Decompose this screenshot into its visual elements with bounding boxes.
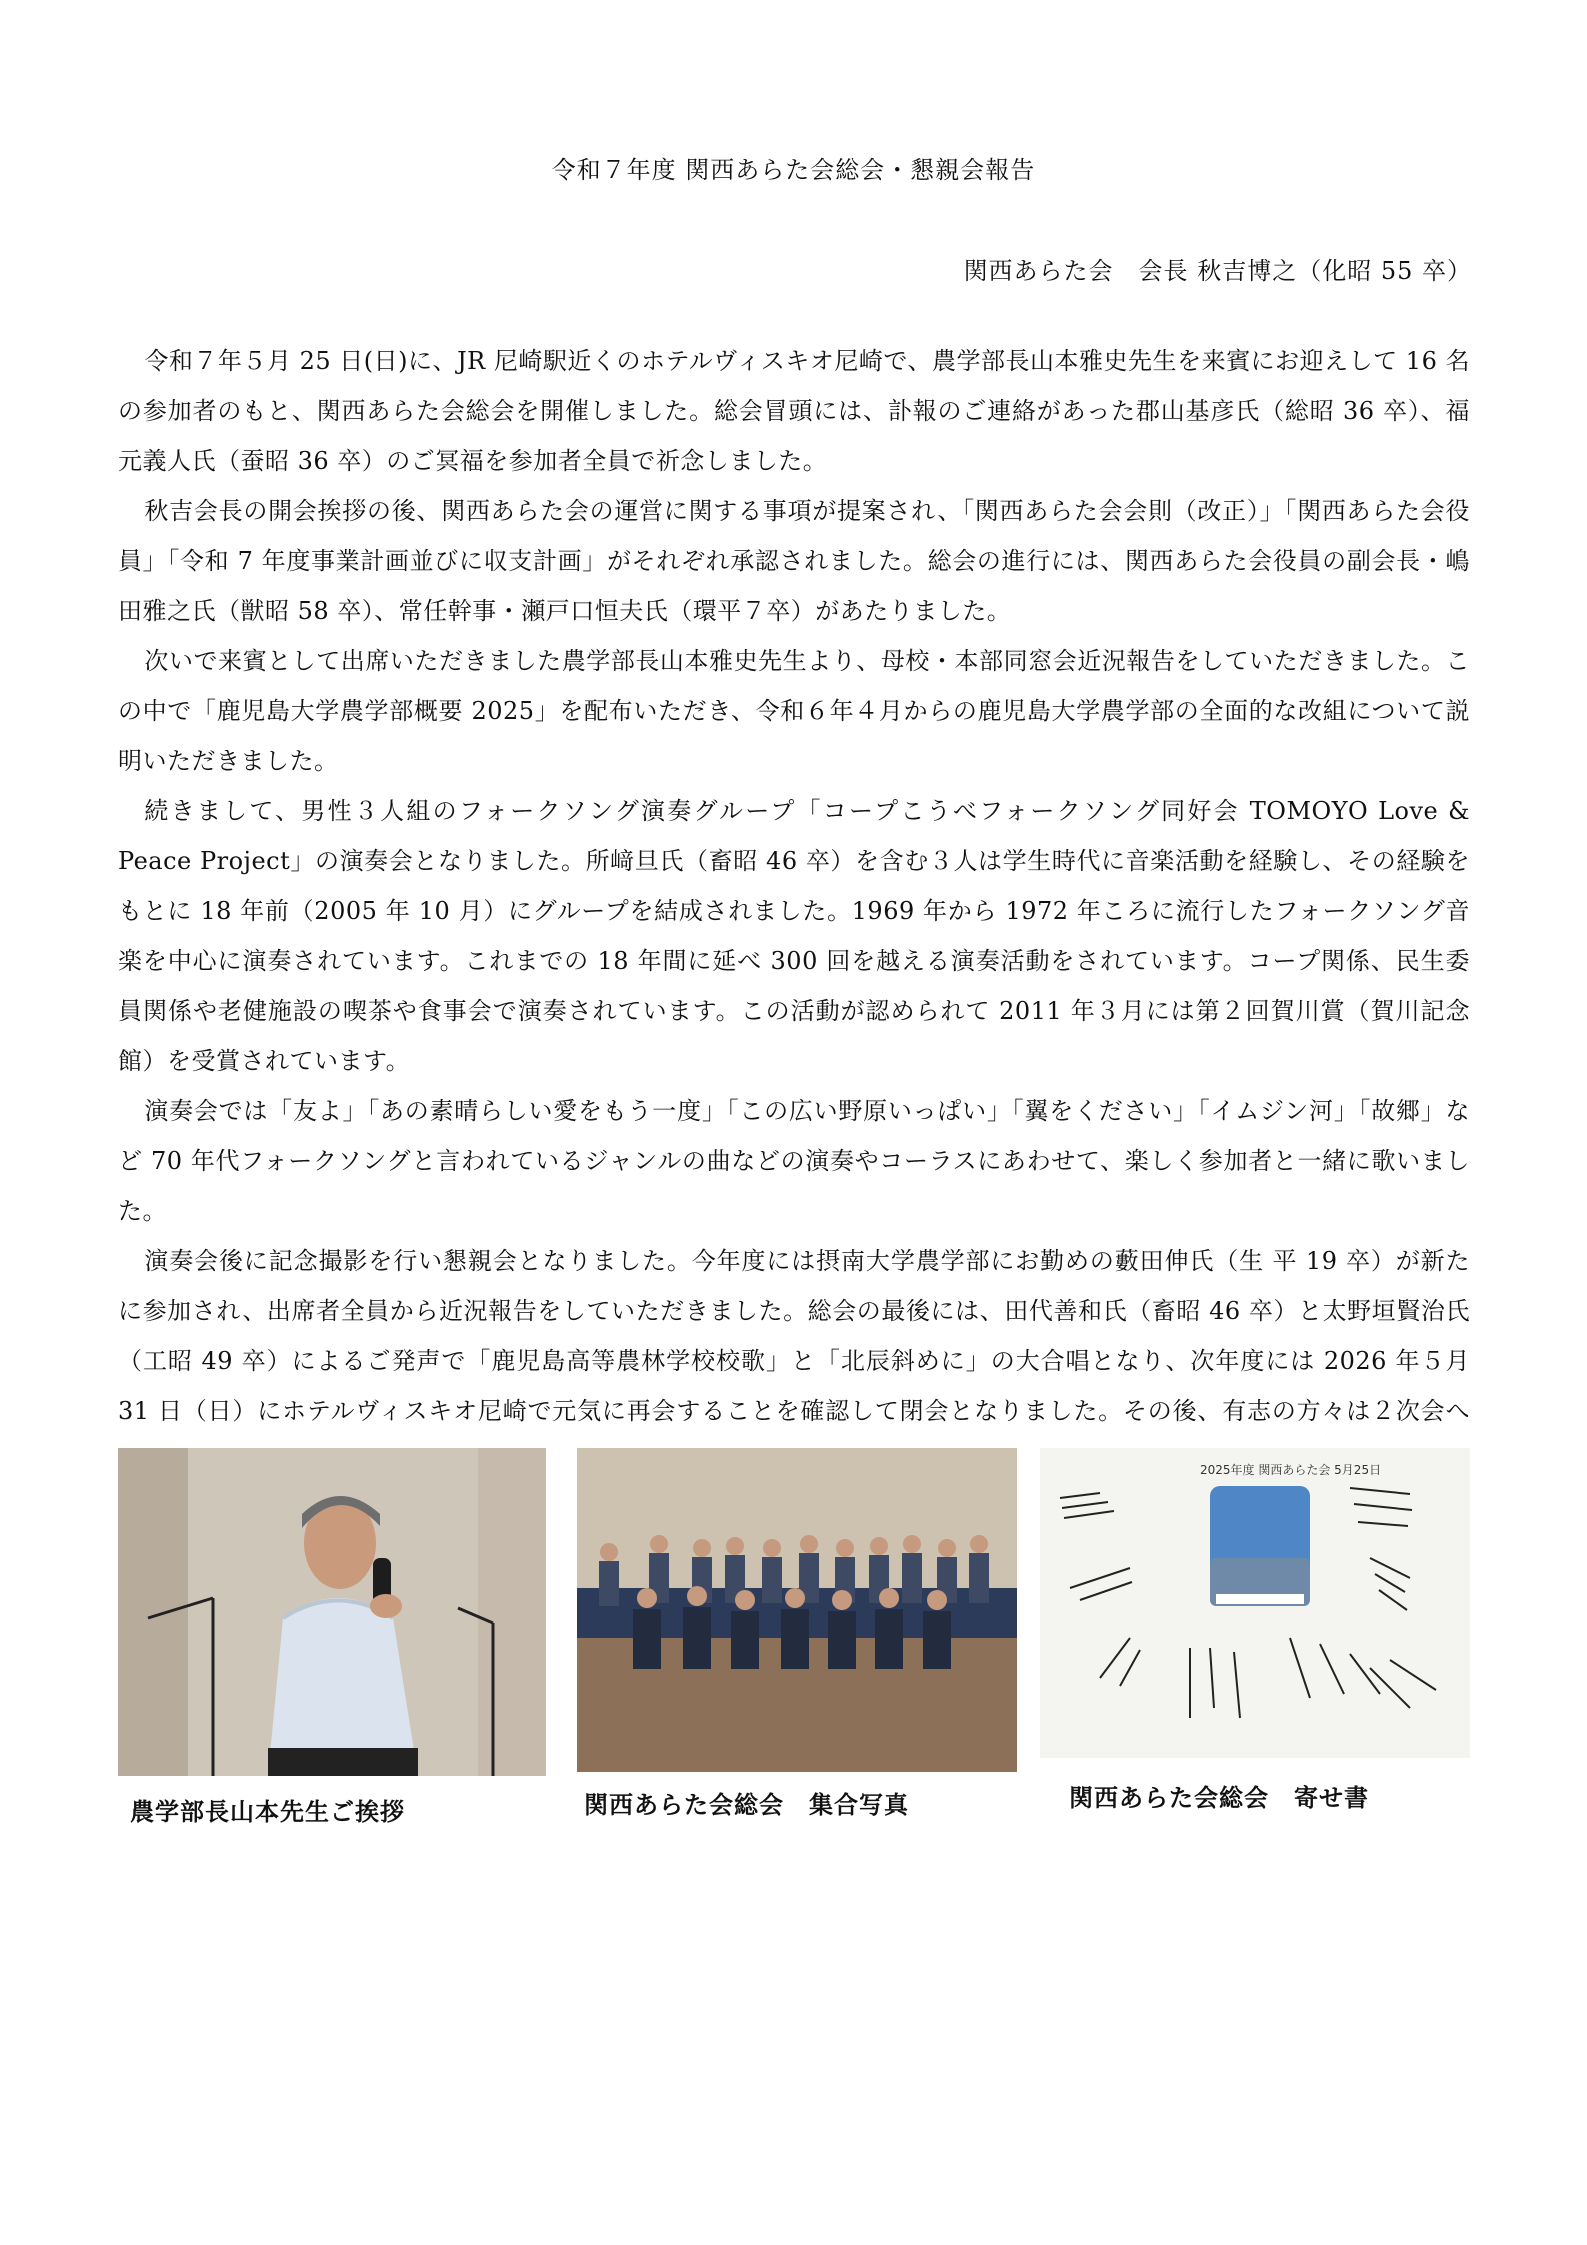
photo-caption-group: 関西あらた会総会 集合写真 (584, 1791, 909, 1819)
paragraph: 次いで来賓として出席いただきました農学部長山本雅史先生より、母校・本部同窓会近況報告をしていただきました。この中で「鹿児島大学農学部概要 2025」を配布いただき、令和６年４月からの鹿児島大学農学部の全面的な改組について説明いただきました。 (118, 647, 1470, 775)
signed-card-illustration (1040, 1448, 1470, 1758)
document-title: 令和７年度 関西あらた会総会・懇親会報告 (551, 156, 1036, 184)
speaker-illustration (118, 1448, 546, 1776)
card-title-text: 2025年度 関西あらた会 5月25日 (1200, 1463, 1382, 1477)
paragraph: 演奏会後に記念撮影を行い懇親会となりました。今年度には摂南大学農学部にお勤めの藪田伸氏（生 平 19 卒）が新たに参加され、出席者全員から近況報告をしていただきました。総会の最後には、田代善和氏（畜昭 46 卒）と太野垣賢治氏（工昭 49 卒）によるご発声で「鹿児島高等農林学校校歌」と「北辰斜めに」の大合唱となり、次年度には 2026 年５月 31 日（日）にホテルヴィスキオ尼崎で元気に再会することを確認して閉会となりました。その後、有志の方々は２次会へ (118, 1247, 1470, 1425)
group-photo (577, 1448, 1017, 1772)
photo-caption-card: 関西あらた会総会 寄せ書 (1069, 1784, 1369, 1812)
author-line: 関西あらた会 会長 秋吉博之（化昭 55 卒） (963, 257, 1472, 285)
paragraph: 続きまして、男性３人組のフォークソング演奏グループ「コープこうべフォークソング同好会 TOMOYO Love & Peace Project」の演奏会となりました。所﨑旦氏（畜昭 46 卒）を含む３人は学生時代に音楽活動を経験し、その経験をもとに 18 年前（2005 年 10 月）にグループを結成されました。1969 年から 1972 年ころに流行したフォークソング音楽を中心に演奏されています。これまでの 18 年間に延べ 300 回を越える演奏活動をされています。コープ関係、民生委員関係や老健施設の喫茶や食事会で演奏されています。この活動が認められて 2011 年３月には第２回賀川賞（賀川記念館）を受賞されています。 (118, 797, 1470, 1075)
speaker-photo (118, 1448, 546, 1776)
paragraph: 演奏会では「友よ」「あの素晴らしい愛をもう一度」「この広い野原いっぱい」「翼をください」「イムジン河」「故郷」など 70 年代フォークソングと言われているジャンルの曲などの演奏やコーラスにあわせて、楽しく参加者と一緒に歌いました。 (118, 1097, 1470, 1225)
group-illustration (577, 1448, 1017, 1772)
article-body (118, 336, 1470, 1486)
signed-card-photo (1040, 1448, 1470, 1758)
paragraph: 令和７年５月 25 日(日)に、JR 尼崎駅近くのホテルヴィスキオ尼崎で、農学部長山本雅史先生を来賓にお迎えして 16 名の参加者のもと、関西あらた会総会を開催しました。総会冒頭には、訃報のご連絡があった郡山基彦氏（総昭 36 卒）、福元義人氏（蚕昭 36 卒）のご冥福を参加者全員で祈念しました。 (118, 347, 1470, 475)
paragraph: 秋吉会長の開会挨拶の後、関西あらた会の運営に関する事項が提案され、「関西あらた会会則（改正）」「関西あらた会役員」「令和 7 年度事業計画並びに収支計画」がそれぞれ承認されました。総会の進行には、関西あらた会役員の副会長・嶋田雅之氏（獣昭 58 卒）、常任幹事・瀬戸口恒夫氏（環平７卒）があたりました。 (118, 497, 1470, 625)
photo-caption-speaker: 農学部長山本先生ご挨拶 (130, 1798, 405, 1826)
